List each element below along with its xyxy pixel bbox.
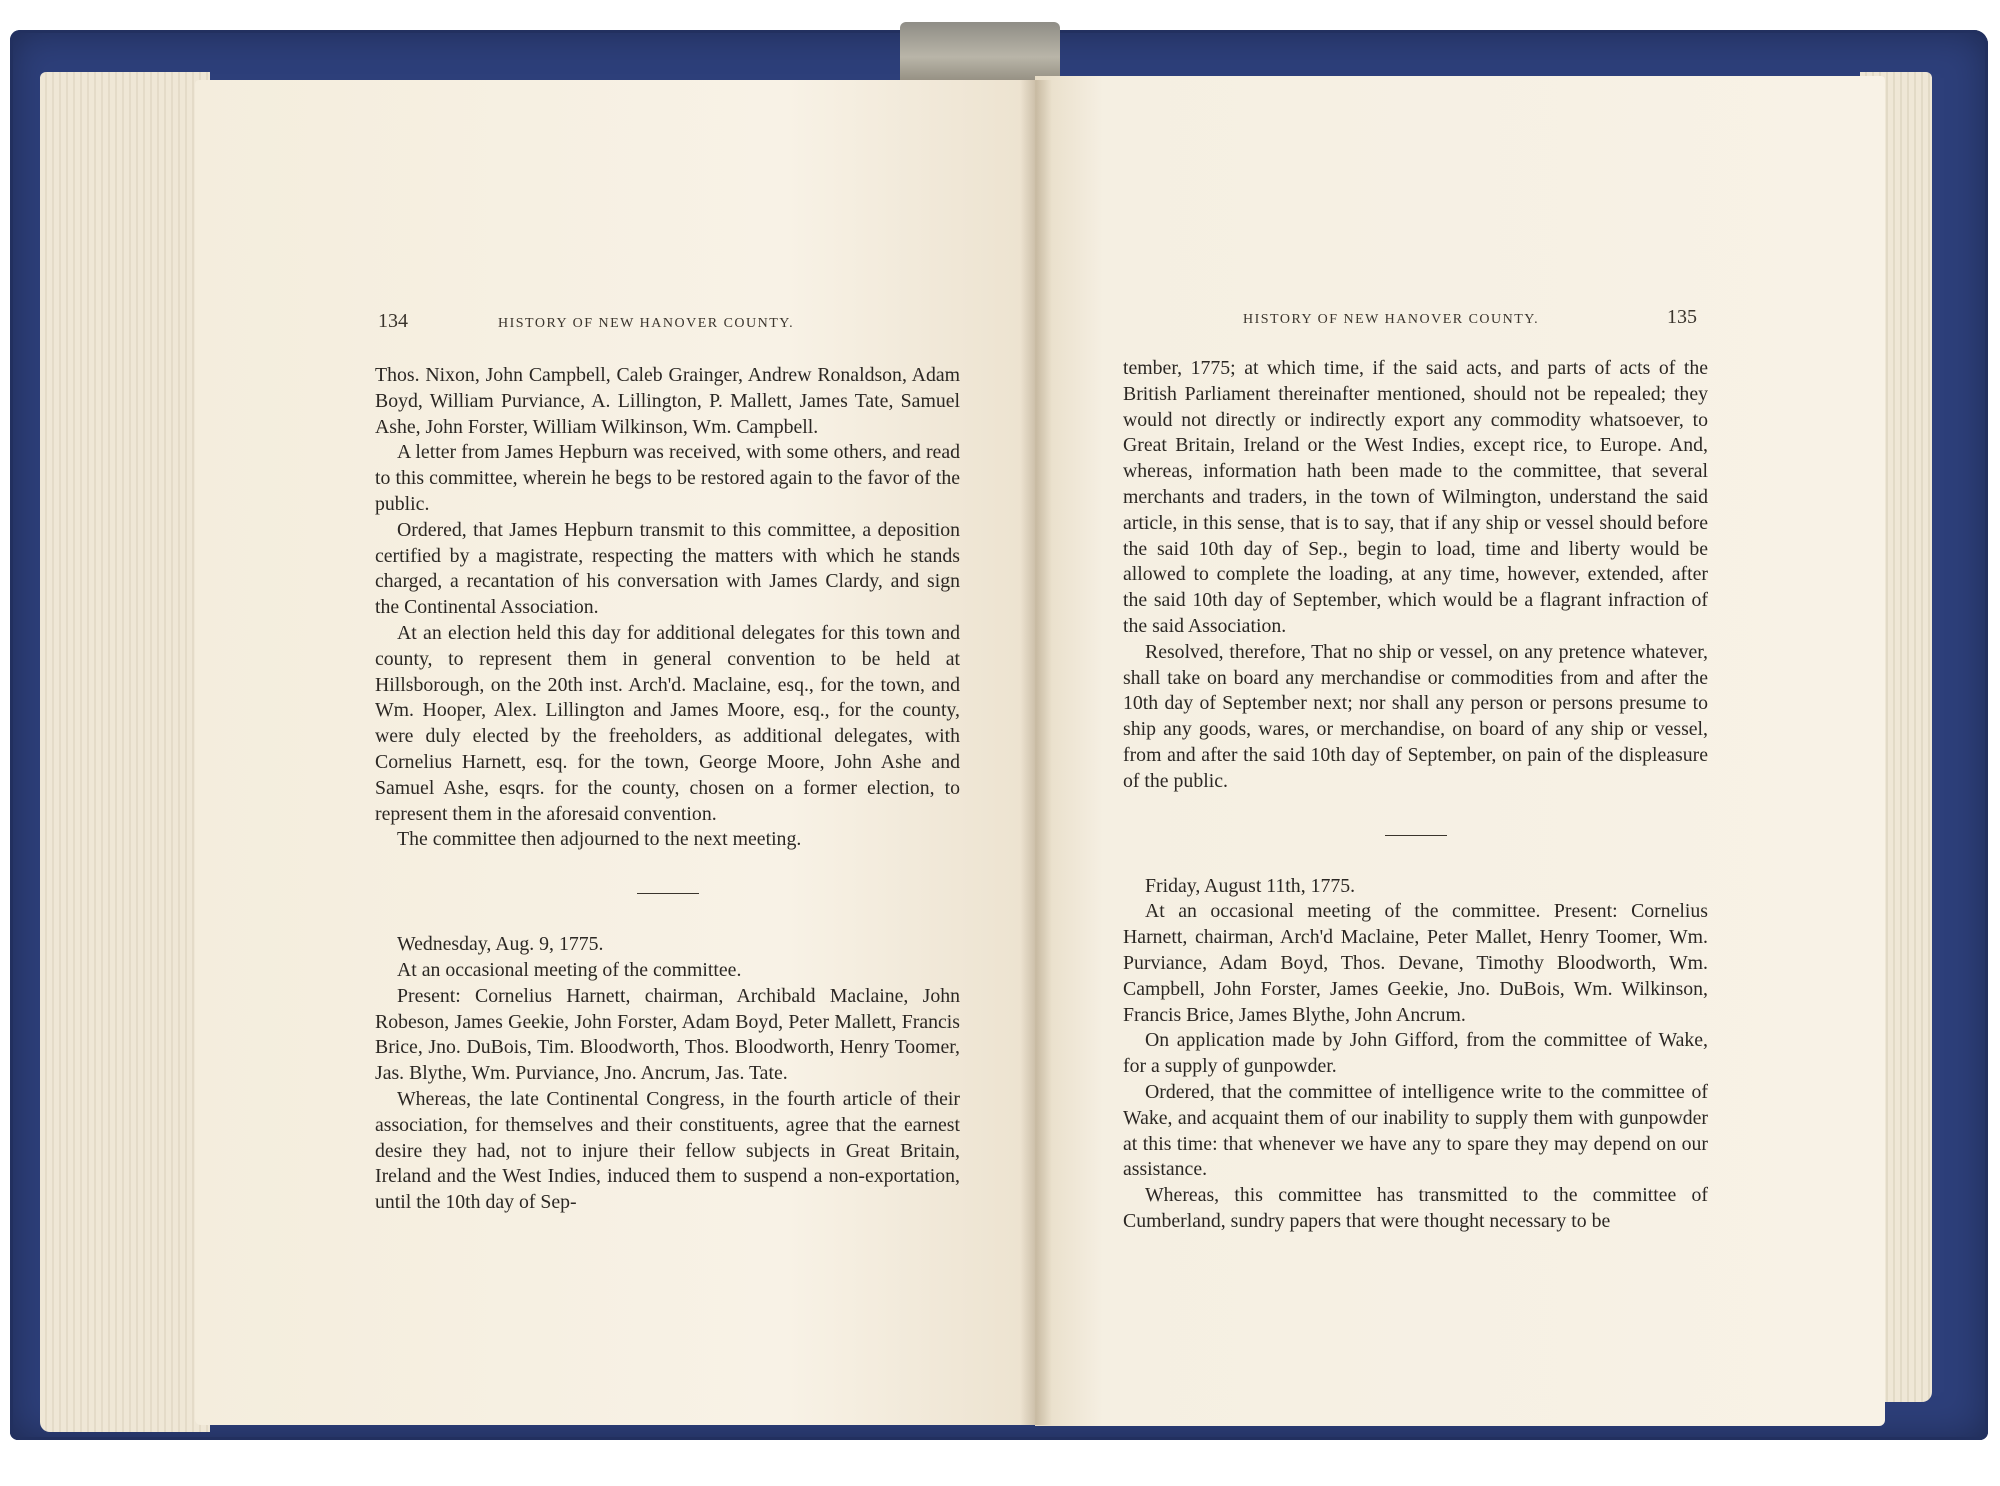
paragraph: tember, 1775; at which time, if the said acts, and parts of acts of the British Parliament thereinafter mentioned, should not be repealed; they would not directly or indirectly export any commodity whatsoever, to Great Britain, Ireland or the West Indies, except rice, to Europe. And, whereas, information hath been made to the committee, that several merchants and traders, in the town of Wilmington, understand the said article, in this sense, that is to say, that if any ship or vessel should before the said 10th day of Sep., begin to load, time and liberty would be allowed to complete the loading, at any time, however, extended, after the said 10th day of September, which would be a flagrant infraction of the said Association. (1123, 357, 1708, 637)
paragraph: At an occasional meeting of the committee. (397, 958, 742, 981)
paragraph: Present: Cornelius Harnett, chairman, Archibald Maclaine, John Robeson, James Geekie, John Forster, Adam Boyd, Peter Mallett, Francis Brice, Jno. DuBois, Tim. Bloodworth, Thos. Bloodworth, Henry Toomer, Jas. Blythe, Wm. Purviance, Jno. Ancrum, Jas. Tate. (375, 984, 960, 1085)
left-page-number: 134 (378, 310, 408, 332)
left-page (195, 80, 1035, 1425)
dateline: Wednesday, Aug. 9, 1775. (397, 933, 604, 956)
section-divider (1385, 835, 1447, 836)
right-page-number: 135 (1667, 306, 1697, 328)
paragraph: At an election held this day for additional delegates for this town and county, to represent them in general convention to be held at Hillsborough, on the 20th inst. Arch'd. Maclaine, esq., for the town, and Wm. Hooper, Alex. Lillington and James Moore, esq., for the county, were duly elected by the freeholders, as additional delegates, with Cornelius Harnett, esq. for the town, George Moore, John Ashe and Samuel Ashe, esqrs. for the county, chosen on a former election, to represent them in the aforesaid convention. (375, 621, 960, 825)
right-running-head: HISTORY OF NEW HANOVER COUNTY. (1243, 312, 1540, 327)
paragraph: A letter from James Hepburn was received, with some others, and read to this committee, wherein he begs to be restored again to the favor of the public. (375, 441, 960, 515)
left-text-block (375, 363, 960, 1216)
paragraph: Thos. Nixon, John Campbell, Caleb Grainger, Andrew Ronaldson, Adam Boyd, William Purviance, A. Lillington, P. Mallett, James Tate, Samuel Ashe, John Forster, William Wilkinson, Wm. Campbell. (375, 364, 960, 438)
paragraph: The committee then adjourned to the next meeting. (397, 828, 802, 851)
paragraph: At an occasional meeting of the committee. Present: Cornelius Harnett, chairman, Arch'd Maclaine, Peter Mallet, Henry Toomer, Wm. Purviance, Adam Boyd, Thos. Devane, Timothy Bloodworth, Wm. Campbell, John Forster, James Geekie, Jno. DuBois, Wm. Wilkinson, Francis Brice, James Blythe, John Ancrum. (1123, 900, 1708, 1026)
right-page (1035, 76, 1885, 1426)
paragraph: Ordered, that the committee of intelligence write to the committee of Wake, and acquaint them of our inability to supply them with gunpowder at this time: that whenever we have any to spare they may depend on our assistance. (1123, 1080, 1708, 1181)
paragraph: On application made by John Gifford, from the committee of Wake, for a supply of gunpowder. (1123, 1029, 1708, 1078)
paragraph: Whereas, the late Continental Congress, in the fourth article of their association, for themselves and their constituents, agree that the earnest desire they had, not to injure their fellow subjects in Great Britain, Ireland and the West Indies, induced them to suspend a non-exportation, until the 10th day of Sep- (375, 1087, 960, 1214)
book-gutter (1020, 80, 1052, 1425)
paragraph: Whereas, this committee has transmitted to the committee of Cumberland, sundry papers that were thought necessary to be (1123, 1184, 1708, 1232)
paragraph: Resolved, therefore, That no ship or vessel, on any pretence whatever, shall take on board any merchandise or commodities from and after the 10th day of September next; nor shall any person or persons presume to ship any goods, wares, or merchandise, on board of any ship or vessel, from and after the said 10th day of September, on pain of the displeasure of the public. (1123, 640, 1708, 792)
left-running-head: HISTORY OF NEW HANOVER COUNTY. (498, 316, 795, 331)
paragraph: Ordered, that James Hepburn transmit to this committee, a deposition certified by a magistrate, respecting the matters with which he stands charged, a recantation of his conversation with James Clardy, and sign the Continental Association. (375, 518, 960, 619)
left-page-edges (40, 72, 210, 1432)
section-divider (637, 893, 699, 894)
dateline: Friday, August 11th, 1775. (1145, 874, 1356, 897)
right-text-block (1123, 356, 1708, 1235)
